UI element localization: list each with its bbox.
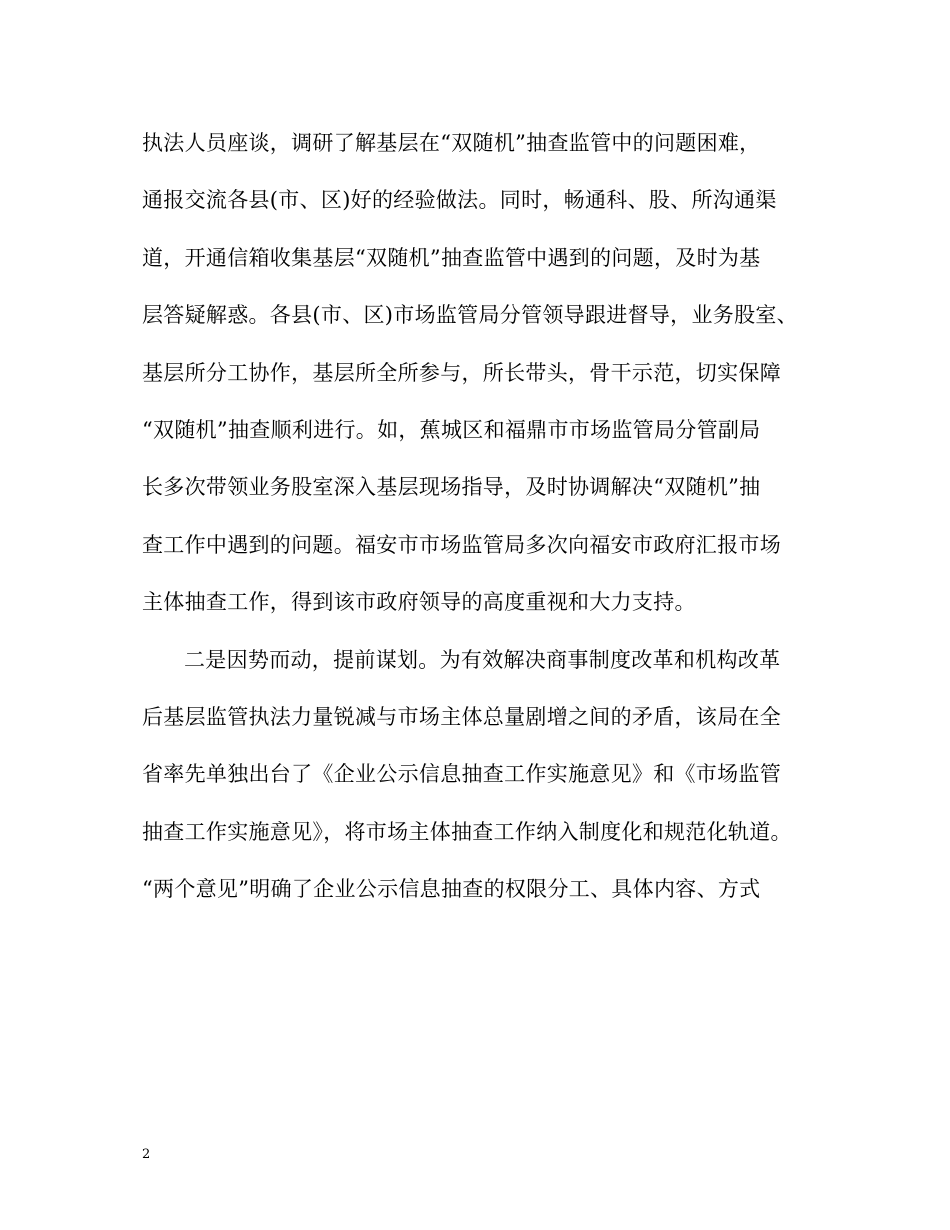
text-line: 执法人员座谈，调研了解基层在“双随机”抽查监管中的问题困难， — [142, 131, 761, 155]
text-line: “双随机”抽查顺利进行。如，蕉城区和福鼎市市场监管局分管副局 — [142, 417, 761, 442]
text-line: 抽查工作实施意见》，将市场主体抽查工作纳入制度化和规范化轨道。 — [142, 819, 792, 844]
text-line: 查工作中遇到的问题。福安市市场监管局多次向福安市政府汇报市场 — [142, 532, 781, 557]
text-line: 长多次带领业务股室深入基层现场指导，及时协调解决“双随机”抽 — [142, 475, 761, 500]
text-line: 层答疑解惑。各县(市、区)市场监管局分管领导跟进督导，业务股室、 — [142, 303, 798, 328]
text-line: 基层所分工协作，基层所全所参与，所长带头，骨干示范，切实保障 — [142, 360, 781, 385]
text-line: 通报交流各县(市、区)好的经验做法。同时，畅通科、股、所沟通渠 — [142, 188, 777, 213]
text-line: “两个意见”明确了企业公示信息抽查的权限分工、具体内容、方式 — [142, 877, 761, 902]
text-line: 省率先单独出台了《企业公示信息抽查工作实施意见》和《市场监管 — [142, 762, 781, 787]
text-line: 后基层监管执法力量锐减与市场主体总量剧增之间的矛盾，该局在全 — [142, 704, 781, 729]
text-line: 主体抽查工作，得到该市政府领导的高度重视和大力支持。 — [142, 590, 696, 615]
body-text — [142, 121, 822, 924]
paragraph-start-line: 二是因势而动，提前谋划。为有效解决商事制度改革和机构改革 — [184, 647, 781, 672]
text-line: 道，开通信箱收集基层“双随机”抽查监管中遇到的问题，及时为基 — [142, 245, 761, 270]
page-number: 2 — [142, 1147, 151, 1162]
